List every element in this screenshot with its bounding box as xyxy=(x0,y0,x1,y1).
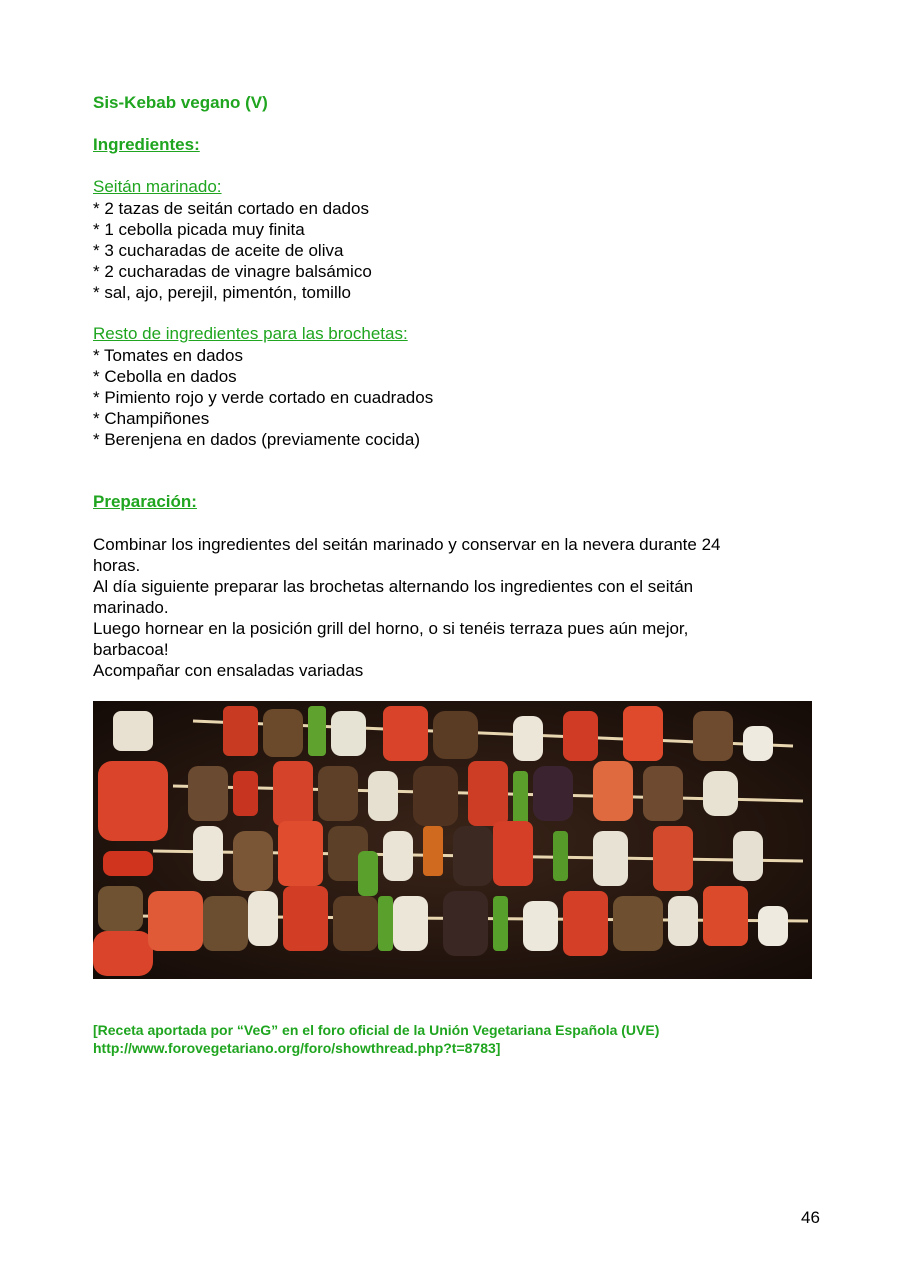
skewer-ingredient-list xyxy=(93,345,433,450)
list-item: * Tomates en dados xyxy=(93,346,243,365)
list-item: * Pimiento rojo y verde cortado en cuadrados xyxy=(93,388,434,407)
seitan-ingredient-list xyxy=(93,198,372,303)
credit-source-link[interactable]: http://www.forovegetariano.org/foro/showthread.php?t=8783] xyxy=(93,1040,501,1056)
page-number: 46 xyxy=(801,1208,820,1227)
kebab-photo-illustration xyxy=(93,701,812,979)
recipe-credit xyxy=(93,1021,659,1057)
preparation-line: Al día siguiente preparar las brochetas alternando los ingredientes con el seitán xyxy=(93,577,694,596)
seitan-subheading: Seitán marinado: xyxy=(93,177,222,196)
preparation-heading: Preparación: xyxy=(93,492,197,511)
ingredients-heading: Ingredientes: xyxy=(93,135,200,154)
list-item: * Berenjena en dados (previamente cocida) xyxy=(93,430,420,449)
list-item: * 2 tazas de seitán cortado en dados xyxy=(93,199,369,218)
preparation-line: horas. xyxy=(93,556,141,575)
list-item: * Champiñones xyxy=(93,409,210,428)
recipe-title: Sis-Kebab vegano (V) xyxy=(93,93,268,112)
credit-line: [Receta aportada por “VeG” en el foro oficial de la Unión Vegetariana Española (UVE) xyxy=(93,1022,660,1038)
list-item: * Cebolla en dados xyxy=(93,367,237,386)
preparation-line: Combinar los ingredientes del seitán marinado y conservar en la nevera durante 24 xyxy=(93,535,721,554)
preparation-text xyxy=(93,534,793,681)
preparation-line: barbacoa! xyxy=(93,640,169,659)
list-item: * 1 cebolla picada muy finita xyxy=(93,220,305,239)
preparation-line: Acompañar con ensaladas variadas xyxy=(93,661,364,680)
list-item: * 3 cucharadas de aceite de oliva xyxy=(93,241,344,260)
preparation-line: Luego hornear en la posición grill del horno, o si tenéis terraza pues aún mejor, xyxy=(93,619,689,638)
kebab-photo xyxy=(93,701,812,979)
list-item: * sal, ajo, perejil, pimentón, tomillo xyxy=(93,283,351,302)
skewer-subheading: Resto de ingredientes para las brochetas: xyxy=(93,324,408,343)
preparation-line: marinado. xyxy=(93,598,169,617)
list-item: * 2 cucharadas de vinagre balsámico xyxy=(93,262,372,281)
